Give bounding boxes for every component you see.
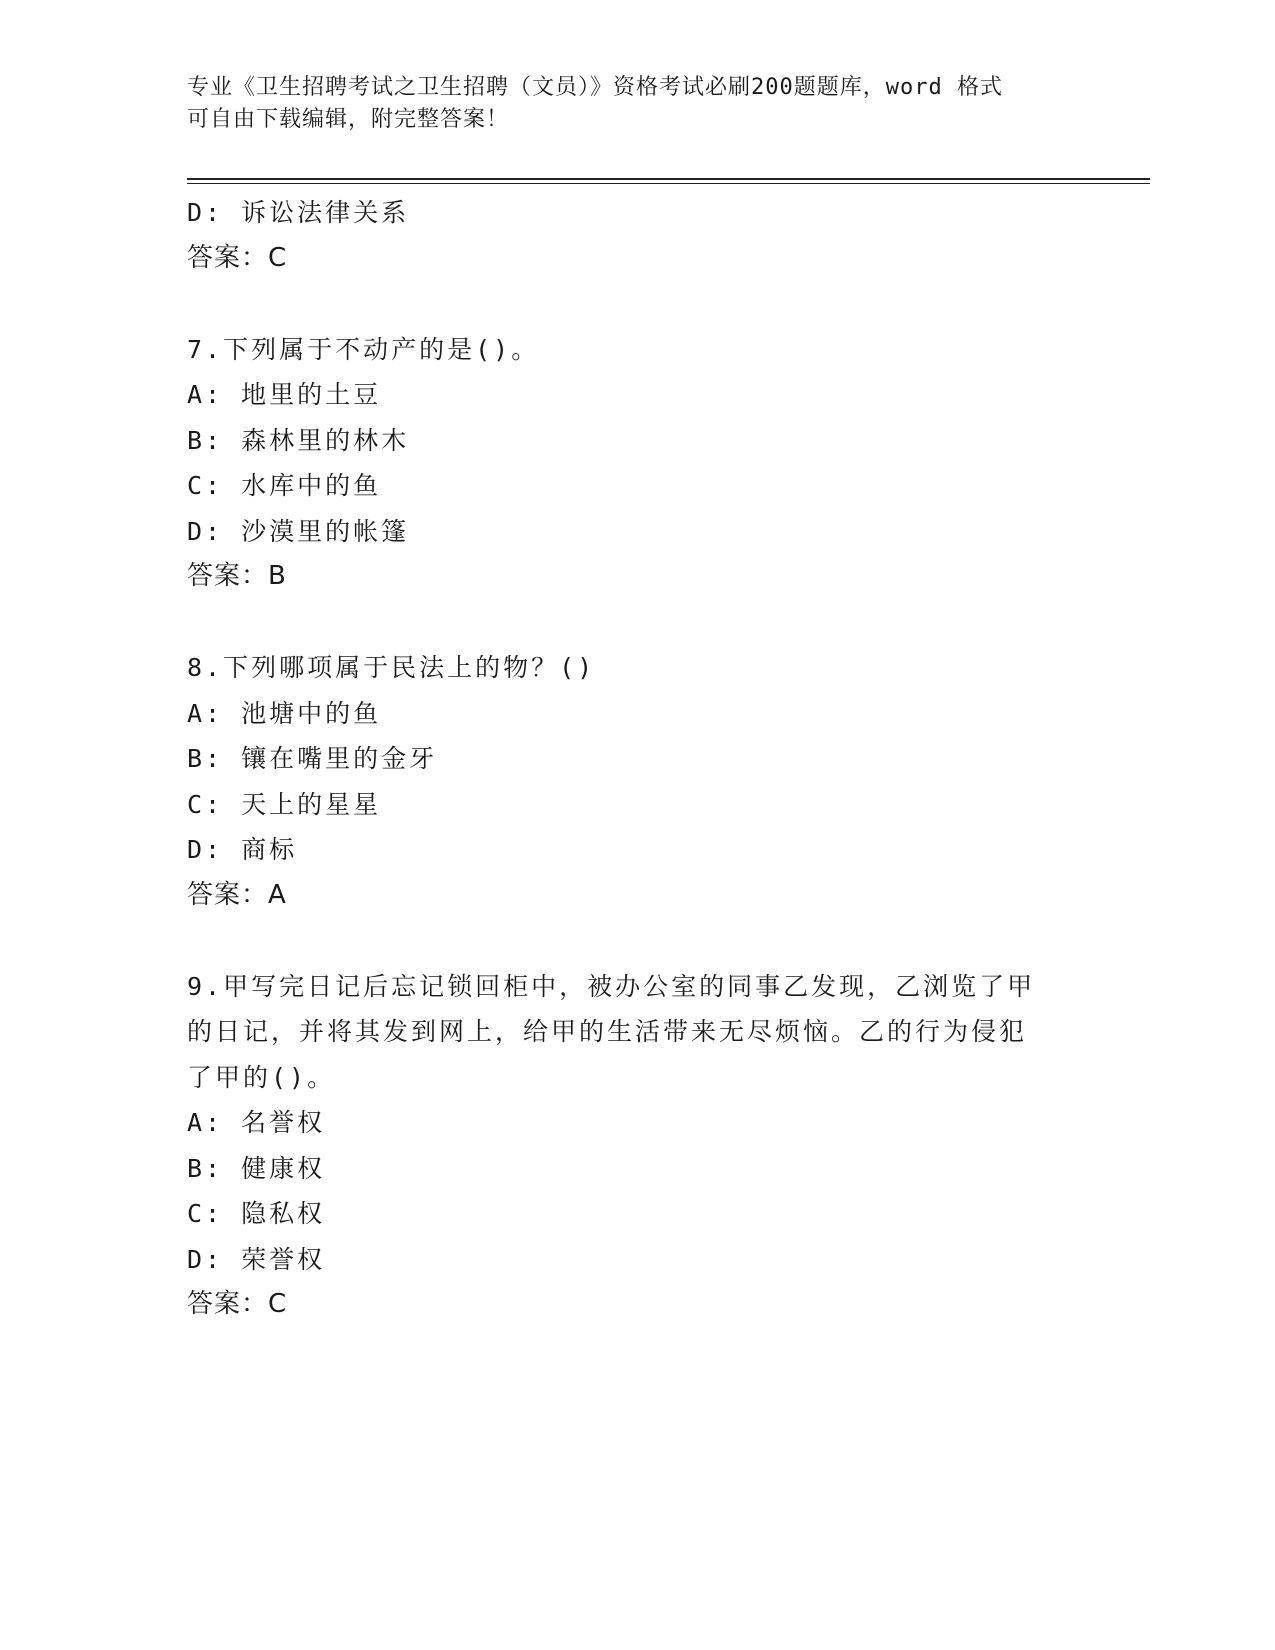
answer: 答案：B bbox=[187, 561, 287, 591]
option-a: A: 名誉权 bbox=[187, 1108, 326, 1137]
question-stem: 7.下列属于不动产的是()。 bbox=[187, 334, 540, 364]
option-b: B: 镶在嘴里的金牙 bbox=[187, 744, 438, 773]
question-8 bbox=[187, 645, 1087, 918]
option-d: D: 商标 bbox=[187, 835, 298, 864]
option-c: C: 天上的星星 bbox=[187, 789, 382, 819]
header-divider-thick bbox=[187, 178, 1150, 180]
answer: 答案：C bbox=[187, 1289, 288, 1319]
option-c: C: 水库中的鱼 bbox=[187, 471, 382, 500]
header-title-line-2: 可自由下载编辑，附完整答案！ bbox=[187, 107, 510, 132]
page-header bbox=[187, 72, 1067, 136]
question-7 bbox=[187, 327, 1087, 600]
document-body bbox=[187, 190, 1087, 1328]
option-b: B: 森林里的林木 bbox=[187, 425, 410, 455]
option-b: B: 健康权 bbox=[187, 1153, 326, 1183]
option-d: D: 沙漠里的帐篷 bbox=[187, 516, 410, 546]
question-stem: 8.下列哪项属于民法上的物？() bbox=[187, 653, 596, 682]
prev-option-d: D: 诉讼法律关系 bbox=[187, 198, 410, 227]
option-a: A: 地里的土豆 bbox=[187, 380, 382, 409]
header-title-line-1: 专业《卫生招聘考试之卫生招聘（文员）》资格考试必刷200题题库，word 格式 bbox=[187, 75, 1003, 100]
header-divider-thin bbox=[187, 183, 1150, 184]
question-stem-line-2: 的日记，并将其发到网上，给甲的生活带来无尽烦恼。乙的行为侵犯 bbox=[187, 1017, 1028, 1046]
spacer bbox=[187, 600, 1087, 646]
option-d: D: 荣誉权 bbox=[187, 1244, 326, 1274]
question-stem-line-1: 9.甲写完日记后忘记锁回柜中，被办公室的同事乙发现，乙浏览了甲 bbox=[187, 971, 1036, 1001]
option-c: C: 隐私权 bbox=[187, 1199, 326, 1228]
spacer bbox=[187, 918, 1087, 964]
prev-answer: 答案：C bbox=[187, 242, 288, 273]
question-stem-line-3: 了甲的()。 bbox=[187, 1062, 336, 1092]
question-9 bbox=[187, 964, 1087, 1328]
spacer bbox=[187, 281, 1087, 327]
answer: 答案：A bbox=[187, 879, 287, 910]
option-a: A: 池塘中的鱼 bbox=[187, 698, 382, 728]
